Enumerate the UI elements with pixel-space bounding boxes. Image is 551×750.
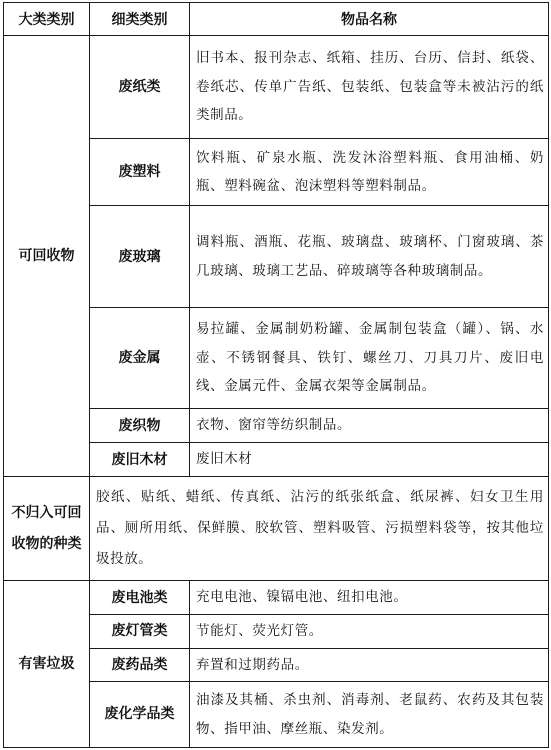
items-glass: 调料瓶、酒瓶、花瓶、玻璃盘、玻璃杯、门窗玻璃、茶几玻璃、玻璃工艺品、碎玻璃等各种玻璃制品。: [190, 206, 549, 308]
subcategory-battery: 废电池类: [90, 581, 190, 615]
subcategory-lamp: 废灯管类: [90, 615, 190, 649]
subcategory-paper: 废纸类: [90, 36, 190, 139]
items-non-recyclable: 胶纸、贴纸、蜡纸、传真纸、沾污的纸张纸盒、纸尿裤、妇女卫生用品、厕所用纸、保鲜膜、胶软管、塑料吸管、污损塑料袋等，按其他垃圾投放。: [90, 477, 549, 581]
subcategory-wood: 废旧木材: [90, 443, 190, 477]
items-textile: 衣物、窗帘等纺织制品。: [190, 409, 549, 443]
table-row: [4, 36, 549, 139]
items-paper: 旧书本、报刊杂志、纸箱、挂历、台历、信封、纸袋、卷纸芯、传单广告纸、包装纸、包装盒等未被沾污的纸类制品。: [190, 36, 549, 139]
items-wood: 废旧木材: [190, 443, 549, 477]
table-row: [4, 581, 549, 615]
header-category: 大类类别: [4, 3, 90, 36]
items-battery: 充电电池、镍镉电池、纽扣电池。: [190, 581, 549, 615]
subcategory-chemical: 废化学品类: [90, 682, 190, 748]
header-item-name: 物品名称: [190, 3, 549, 36]
items-metal: 易拉罐、金属制奶粉罐、金属制包装盒（罐）、锅、水壶、不锈钢餐具、铁钉、螺丝刀、刀具刀片、废旧电线、金属元件、金属衣架等金属制品。: [190, 308, 549, 409]
category-hazardous: 有害垃圾: [4, 581, 90, 748]
category-recyclable: 可回收物: [4, 36, 90, 477]
header-row: [4, 3, 549, 36]
category-non-recyclable: 不归入可回收物的种类: [4, 477, 90, 581]
subcategory-textile: 废织物: [90, 409, 190, 443]
items-chemical: 油漆及其桶、杀虫剂、消毒剂、老鼠药、农药及其包装物、指甲油、摩丝瓶、染发剂。: [190, 682, 549, 748]
waste-classification-table: [3, 2, 549, 748]
subcategory-metal: 废金属: [90, 308, 190, 409]
subcategory-glass: 废玻璃: [90, 206, 190, 308]
items-medicine: 弃置和过期药品。: [190, 648, 549, 682]
items-lamp: 节能灯、荧光灯管。: [190, 615, 549, 649]
subcategory-medicine: 废药品类: [90, 648, 190, 682]
subcategory-plastic: 废塑料: [90, 139, 190, 206]
items-plastic: 饮料瓶、矿泉水瓶、洗发沐浴塑料瓶、食用油桶、奶瓶、塑料碗盆、泡沫塑料等塑料制品。: [190, 139, 549, 206]
header-subcategory: 细类类别: [90, 3, 190, 36]
table-row: [4, 477, 549, 581]
